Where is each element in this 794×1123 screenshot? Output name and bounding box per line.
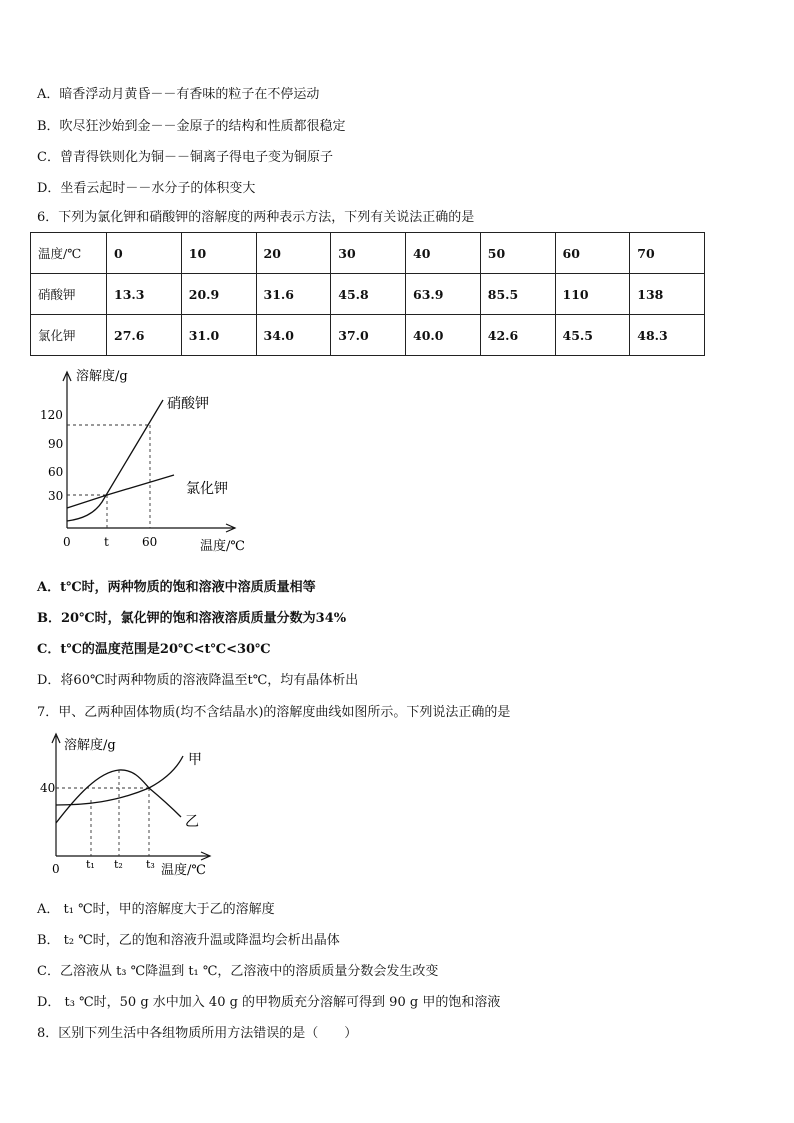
table-header-label: 温度/℃ <box>31 233 107 274</box>
table-cell: 42.6 <box>480 315 555 356</box>
table-cell: 20 <box>256 233 331 274</box>
table-row-label: 硝酸钾 <box>31 274 107 315</box>
table-cell: 60 <box>555 233 630 274</box>
curve-kcl <box>67 475 174 508</box>
table-cell: 70 <box>630 233 705 274</box>
table-cell: 48.3 <box>630 315 705 356</box>
curve-yi <box>56 770 181 823</box>
table-cell: 0 <box>107 233 182 274</box>
xtick-label: t₂ <box>114 858 123 871</box>
table-cell: 85.5 <box>480 274 555 315</box>
curve-label-kno3: 硝酸钾 <box>167 396 209 412</box>
q7-option-c: C．乙溶液从 t₃ ℃降温到 t₁ ℃，乙溶液中的溶质质量分数会发生改变 <box>37 964 439 979</box>
table-cell: 40.0 <box>406 315 481 356</box>
q7-option-b: B． t₂ ℃时，乙的饱和溶液升温或降温均会析出晶体 <box>37 933 340 948</box>
xtick-label: 60 <box>142 535 158 549</box>
ytick-label: 30 <box>48 489 64 503</box>
q6-option-c: C．t℃的温度范围是20℃<t℃<30℃ <box>37 642 271 657</box>
origin-label: 0 <box>52 862 60 876</box>
ytick-label: 120 <box>40 408 63 422</box>
q7-option-d: D． t₃ ℃时，50 g 水中加入 40 g 的甲物质充分溶解可得到 90 g 甲的饱和溶液 <box>37 995 501 1010</box>
table-row <box>31 274 705 315</box>
q5-option-a: A．暗香浮动月黄昏－－有香味的粒子在不停运动 <box>37 87 320 102</box>
solubility-table <box>30 232 705 356</box>
ytick-label: 60 <box>48 465 64 479</box>
table-cell: 45.8 <box>331 274 406 315</box>
q6-option-a: A．t℃时，两种物质的饱和溶液中溶质质量相等 <box>37 580 316 595</box>
table-cell: 40 <box>406 233 481 274</box>
q7-option-a: A． t₁ ℃时，甲的溶解度大于乙的溶解度 <box>37 902 275 917</box>
table-cell: 13.3 <box>107 274 182 315</box>
table-cell: 20.9 <box>181 274 256 315</box>
q6-stem: 6．下列为氯化钾和硝酸钾的溶解度的两种表示方法，下列有关说法正确的是 <box>37 210 475 225</box>
table-cell: 45.5 <box>555 315 630 356</box>
q5-option-d: D．坐看云起时－－水分子的体积变大 <box>37 181 256 196</box>
graph-xlabel: 温度/℃ <box>200 539 245 554</box>
table-row <box>31 315 705 356</box>
table-cell: 110 <box>555 274 630 315</box>
q6-solubility-graph <box>30 364 260 559</box>
ytick-label: 90 <box>48 437 64 451</box>
q6-option-b: B．20℃时，氯化钾的饱和溶液溶质质量分数为34% <box>37 611 347 626</box>
table-cell: 37.0 <box>331 315 406 356</box>
curve-jia <box>56 756 183 805</box>
table-cell: 31.6 <box>256 274 331 315</box>
table-cell: 34.0 <box>256 315 331 356</box>
table-cell: 63.9 <box>406 274 481 315</box>
q7-solubility-graph <box>36 732 226 882</box>
xtick-label: t <box>104 535 109 549</box>
curve-label-jia: 甲 <box>188 752 202 768</box>
q5-option-b: B．吹尽狂沙始到金－－金原子的结构和性质都很稳定 <box>37 119 346 134</box>
graph-xlabel: 温度/℃ <box>161 863 206 878</box>
xtick-label: t₁ <box>86 858 95 871</box>
table-cell: 138 <box>630 274 705 315</box>
table-row <box>31 233 705 274</box>
ytick-label: 40 <box>40 781 56 795</box>
q5-option-c: C．曾青得铁则化为铜－－铜离子得电子变为铜原子 <box>37 150 333 165</box>
curve-label-kcl: 氯化钾 <box>186 481 228 497</box>
graph-ylabel: 溶解度/g <box>64 738 116 753</box>
table-cell: 50 <box>480 233 555 274</box>
q8-stem: 8．区别下列生活中各组物质所用方法错误的是（ ） <box>37 1026 358 1041</box>
table-cell: 27.6 <box>107 315 182 356</box>
graph-ylabel: 溶解度/g <box>76 369 128 384</box>
xtick-label: t₃ <box>146 858 155 871</box>
q7-stem: 7．甲、乙两种固体物质(均不含结晶水)的溶解度曲线如图所示。下列说法正确的是 <box>37 705 511 720</box>
table-cell: 10 <box>181 233 256 274</box>
table-row-label: 氯化钾 <box>31 315 107 356</box>
xtick-label: 0 <box>63 535 71 549</box>
curve-label-yi: 乙 <box>185 814 199 830</box>
table-cell: 31.0 <box>181 315 256 356</box>
table-cell: 30 <box>331 233 406 274</box>
q6-option-d: D．将60℃时两种物质的溶液降温至t℃，均有晶体析出 <box>37 673 359 688</box>
